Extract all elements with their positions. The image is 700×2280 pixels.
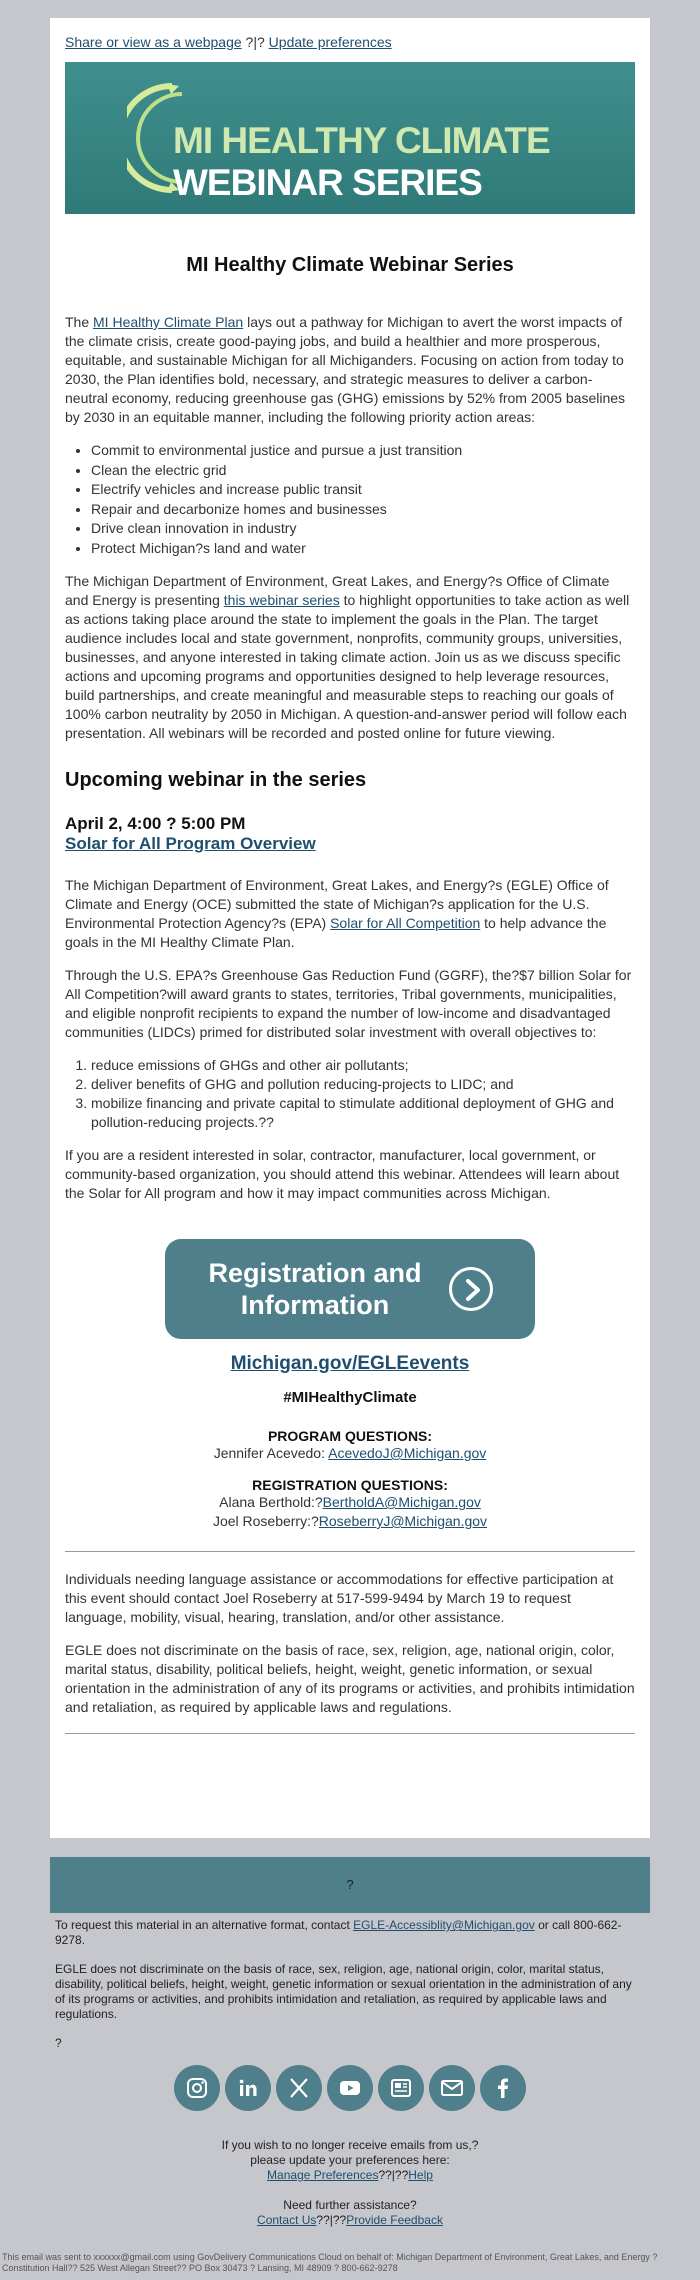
email-card bbox=[50, 18, 650, 1838]
list-item: • Protect Michigan?s land and water bbox=[91, 539, 635, 559]
hashtag: #MIHealthyClimate bbox=[283, 1389, 417, 1406]
instagram-icon[interactable] bbox=[174, 2065, 220, 2111]
webinar-series-banner bbox=[65, 62, 635, 214]
registration-contact-1: Alana Berthold:?BertholdA@Michigan.gov bbox=[219, 1494, 481, 1510]
session-title-link[interactable]: Solar for All Program Overview bbox=[65, 834, 316, 853]
chevron-right-icon bbox=[449, 1267, 493, 1311]
assistance-text: Need further assistance? bbox=[283, 2198, 417, 2212]
facebook-icon[interactable] bbox=[480, 2065, 526, 2111]
contact-links: Contact Us??|??Provide Feedback bbox=[257, 2213, 443, 2227]
provide-feedback-link[interactable]: Provide Feedback bbox=[346, 2213, 443, 2227]
update-preferences-link[interactable]: Update preferences bbox=[268, 34, 392, 50]
top-links bbox=[65, 34, 635, 50]
registration-questions-heading: REGISTRATION QUESTIONS: bbox=[252, 1477, 448, 1493]
objectives-list bbox=[65, 1056, 635, 1132]
manage-preferences-link[interactable]: Manage Preferences bbox=[267, 2168, 379, 2182]
list-item: 3. mobilize financing and private capital to stimulate additional deployment of GHG and pollution-reducing projects.?? bbox=[91, 1094, 635, 1132]
intro-paragraph: The MI Healthy Climate Plan lays out a pathway for Michigan to avert the worst impacts of the climate crisis, create good-paying jobs, and build a healthier and more prosperous, equitable, and sustainable Michigan for all Michiganders. Focusing on action from today to 2030, the Plan identifies bold, necessary, and strategic measures to deliver a carbon-neutral economy, reducing greenhouse gas (GHG) emissions by 52% from 2005 baselines by 2030 in an equitable manner, including the following priority action areas: bbox=[65, 314, 626, 425]
list-item: 1. reduce emissions of GHGs and other air pollutants; bbox=[91, 1056, 635, 1075]
mi-healthy-climate-plan-link[interactable]: MI Healthy Climate Plan bbox=[93, 314, 244, 330]
webinar-series-link[interactable]: this webinar series bbox=[223, 592, 340, 608]
registration-contact-2: Joel Roseberry:?RoseberryJ@Michigan.gov bbox=[212, 1513, 488, 1529]
about-paragraph: The Michigan Department of Environment, Great Lakes, and Energy?s Office of Climate and Energy is presenting this webinar series to highlight opportunities to take action as well as actions taking place around the state to implement the goals in the Plan. The target audience includes local and state government, nonprofits, community groups, universities, businesses, and anyone interested in taking climate action. Join us as we discuss specific actions and upcoming programs and opportunities designed to help leverage resources, build partnerships, and create meaningful and measurable steps to reaching our goals of 100% carbon neutrality by 2050 in Michigan. A question-and-answer period will follow each presentation. All webinars will be recorded and posted online for future viewing. bbox=[65, 573, 630, 741]
top-separator: ?|? bbox=[241, 34, 269, 50]
unsubscribe-line-2: please update your preferences here: bbox=[250, 2153, 450, 2167]
page-title: MI Healthy Climate Webinar Series bbox=[186, 254, 514, 276]
help-link[interactable]: Help bbox=[408, 2168, 433, 2182]
share-link[interactable]: Share or view as a webpage bbox=[65, 34, 242, 50]
news-icon[interactable] bbox=[378, 2065, 424, 2111]
list-item: • Repair and decarbonize homes and businesses bbox=[91, 500, 635, 520]
banner-text: MI HEALTHY CLIMATE WEBINAR SERIES bbox=[173, 120, 550, 203]
solar-for-all-link[interactable]: Solar for All Competition bbox=[330, 915, 481, 931]
registration-button-label: Registration and Information bbox=[208, 1258, 422, 1320]
program-questions-heading: PROGRAM QUESTIONS: bbox=[267, 1428, 433, 1444]
youtube-icon[interactable] bbox=[327, 2065, 373, 2111]
list-item: • Commit to environmental justice and pursue a just transition bbox=[91, 441, 635, 461]
session-paragraph-2: Through the U.S. EPA?s Greenhouse Gas Reduction Fund (GGRF), the?$7 billion Solar for All Competition?will award grants to states, territories, Tribal governments, municipalities, and eligible nonprofit recipients to expand the number of low-income and disadvantaged communities (LIDCs) primed for distributed solar investment with overall objectives to: bbox=[65, 967, 632, 1040]
accessibility-email-link[interactable]: EGLE-Accessiblity@Michigan.gov bbox=[353, 1918, 535, 1932]
registration-button[interactable] bbox=[165, 1239, 535, 1339]
alt-format-paragraph: To request this material in an alternative format, contact EGLE-Accessiblity@Michigan.gov or call 800-662-9278. bbox=[55, 1918, 622, 1947]
footer-text bbox=[55, 1918, 645, 2065]
priority-areas-list bbox=[65, 441, 635, 558]
program-contact-email[interactable]: AcevedoJ@Michigan.gov bbox=[328, 1445, 487, 1461]
session-paragraph-3: If you are a resident interested in solar, contractor, manufacturer, local government, or community-based organization, you should attend this webinar. Attendees will learn about the Solar for All program and how it may impact communities across Michigan. bbox=[65, 1147, 620, 1201]
sender-note: This email was sent to xxxxxx@gmail.com using GovDelivery Communications Cloud on behalf of: Michigan Department of Environment, Great Lakes, and Energy ? Constitution Hall?? 525 West Allegan Street?? PO Box 30473 ? Lansing, MI 48909 ? 800-662-9278 bbox=[2, 2252, 658, 2273]
footer-question-mark: ? bbox=[55, 2036, 62, 2050]
session-paragraph-1: The Michigan Department of Environment, Great Lakes, and Energy?s (EGLE) Office of Climate and Energy (OCE) submitted the state of Michigan?s application for the U.S. Environmental Protection Agency?s (EPA) Solar for All Competition to help advance the goals in the MI Healthy Climate Plan. bbox=[65, 877, 609, 950]
list-item: • Drive clean innovation in industry bbox=[91, 519, 635, 539]
x-icon[interactable] bbox=[276, 2065, 322, 2111]
divider bbox=[65, 1733, 635, 1734]
footer-nondiscrimination: EGLE does not discriminate on the basis of race, sex, religion, age, national origin, color, marital status, disability, political beliefs, height, weight, genetic information or sexual orientation in the administration of any of its programs or activities, and prohibits intimidation and retaliation, as required by applicable laws and regulations. bbox=[55, 1962, 632, 2021]
registration-contact-1-email[interactable]: BertholdA@Michigan.gov bbox=[322, 1494, 481, 1510]
list-item: • Electrify vehicles and increase public transit bbox=[91, 480, 635, 500]
session-date: April 2, 4:00 ? 5:00 PM bbox=[65, 814, 246, 833]
preferences-links: Manage Preferences??|??Help bbox=[267, 2168, 433, 2182]
unsubscribe-line-1: If you wish to no longer receive emails from us,? bbox=[221, 2138, 479, 2152]
social-icons bbox=[174, 2065, 526, 2113]
registration-contact-2-email[interactable]: RoseberryJ@Michigan.gov bbox=[318, 1513, 488, 1529]
egle-events-link[interactable]: Michigan.gov/EGLEevents bbox=[230, 1353, 470, 1374]
contact-us-link[interactable]: Contact Us bbox=[257, 2213, 317, 2227]
linkedin-icon[interactable] bbox=[225, 2065, 271, 2111]
divider bbox=[65, 1551, 635, 1552]
nondiscrimination-paragraph: EGLE does not discriminate on the basis of race, sex, religion, age, national origin, color, marital status, disability, political beliefs, height, weight, genetic information, or sexual orientation in the administration of any of its programs or activities, and prohibits intimidation and retaliation, as required by applicable laws and regulations. bbox=[65, 1642, 635, 1715]
upcoming-heading: Upcoming webinar in the series bbox=[65, 769, 367, 791]
email-icon[interactable] bbox=[429, 2065, 475, 2111]
list-item: 2. deliver benefits of GHG and pollution reducing-projects to LIDC; and bbox=[91, 1075, 635, 1094]
accommodations-paragraph: Individuals needing language assistance or accommodations for effective participation at this event should contact Joel Roseberry at 517-599-9494 by March 19 to request language, mobility, visual, hearing, translation, and/or other assistance. bbox=[65, 1571, 614, 1625]
list-item: • Clean the electric grid bbox=[91, 461, 635, 481]
footer-bar: ? bbox=[50, 1857, 650, 1913]
unsubscribe-block bbox=[150, 2138, 550, 2228]
program-contact: Jennifer Acevedo: AcevedoJ@Michigan.gov bbox=[213, 1445, 487, 1461]
